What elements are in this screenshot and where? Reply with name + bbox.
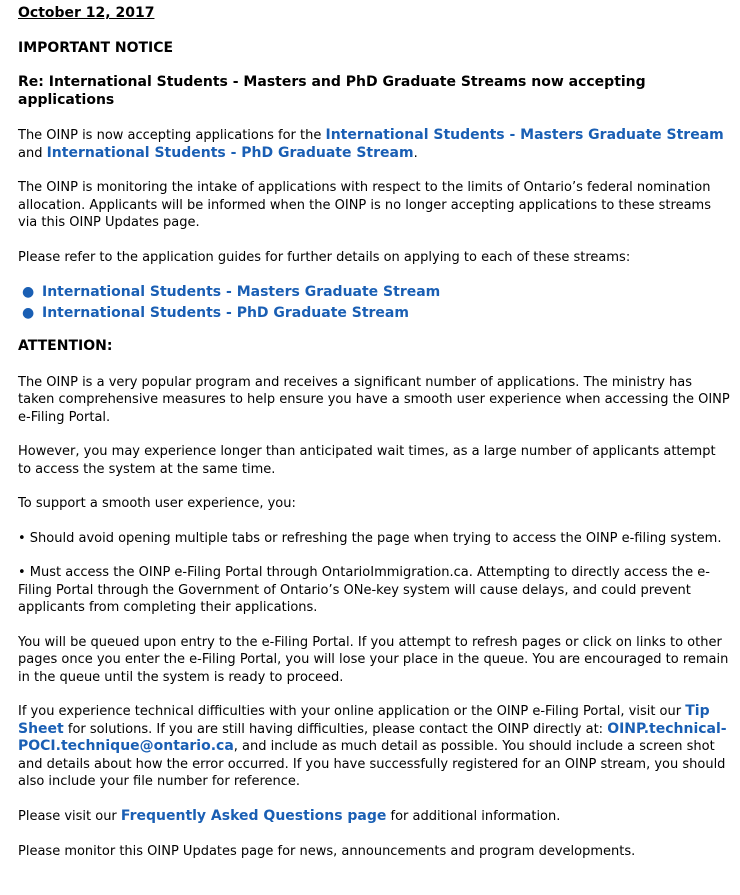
monitoring-paragraph: The OINP is monitoring the intake of applications with respect to the limits of Ontario’s federal nomination allocation. Applicants will be informed when the OINP is no longer accepting applications to these streams via this OINP Updates page. [18,180,711,230]
notice-heading: IMPORTANT NOTICE [18,39,174,56]
email-link[interactable]: OINP.technical-POCI.technique@ontario.ca [18,720,727,754]
masters-stream-link[interactable]: International Students - Masters Graduate Stream [325,127,724,143]
tip-sheet-link[interactable]: Tip Sheet [18,703,710,737]
bullet-icon: ● [22,284,35,300]
tech-paragraph [18,703,732,791]
faq-text-2: for additional information. [386,808,561,824]
wait-paragraph: However, you may experience longer than anticipated wait times, as a large number of applicants attempt to access the system at the same time. [18,444,716,477]
tech-text-3: , and include as much detail as possible. You should include a screen shot and details about how the error occurred. If you have successfully registered for an OINP stream, you should also include your file number for reference. [18,739,726,789]
faq-paragraph [18,808,732,826]
intro-text-1: The OINP is now accepting applications for the [18,128,326,143]
intro-text-2: and [18,145,47,161]
monitor-updates-paragraph: Please monitor this OINP Updates page for news, announcements and program developments. [18,844,636,859]
tech-text-2: for solutions. If you are still having difficulties, please contact the OINP directly at: [63,721,608,737]
notice-date: October 12, 2017 [18,5,155,21]
list-item [22,283,732,302]
popular-paragraph: The OINP is a very popular program and receives a significant number of applications. The ministry has taken comprehensive measures to help ensure you have a smooth user experience when accessing the OINP e-Filing Portal. [18,374,730,425]
re-line: Re: International Students - Masters and PhD Graduate Streams now accepting applications [18,74,646,108]
intro-paragraph [18,127,732,162]
bullet-icon: ● [22,305,35,321]
bullet-access-portal: • Must access the OINP e-Filing Portal through OntarioImmigration.ca. Attempting to directly access the e-Filing Portal through the Government of Ontario’s ONe-key system will cause delays, and could prevent applicants from completing their applications. [18,565,710,615]
list-item [22,304,732,323]
queue-paragraph: You will be queued upon entry to the e-Filing Portal. If you attempt to refresh pages or click on links to other pages once you enter the e-Filing Portal, you will lose your place in the queue. You are encouraged to remain in the queue until the system is ready to proceed. [18,634,729,685]
faq-text-1: Please visit our [18,808,121,824]
faq-link[interactable]: Frequently Asked Questions page [120,807,387,824]
stream-guide-list [18,283,732,323]
phd-guide-link[interactable]: International Students - PhD Graduate Stream [42,305,409,321]
masters-guide-link[interactable]: International Students - Masters Graduate Stream [42,284,441,300]
phd-stream-link[interactable]: International Students - PhD Graduate Stream [46,144,414,161]
support-intro: To support a smooth user experience, you: [18,496,296,511]
attention-heading: ATTENTION: [18,338,113,354]
guides-intro: Please refer to the application guides for further details on applying to each of these streams: [18,249,631,265]
tech-text-1: If you experience technical difficulties with your online application or the OINP e-Filing Portal, visit our [18,704,686,719]
bullet-avoid-tabs: • Should avoid opening multiple tabs or refreshing the page when trying to access the OINP e-filing system. [18,530,722,546]
intro-text-3: . [413,145,418,161]
